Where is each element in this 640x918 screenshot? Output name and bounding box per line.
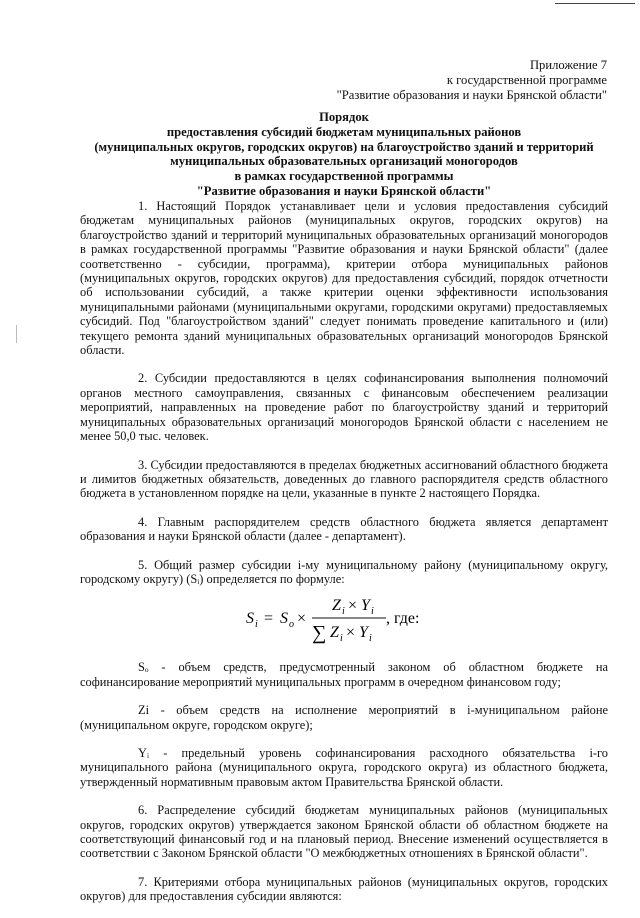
formula-svg [244,592,444,644]
formula-num-z-sub: i [342,606,345,618]
formula-den-y: Y [359,624,368,642]
paragraph-7: 7. Критериями отбора муниципальных районов (муниципальных округов, городских округов) для предоставления субсидии являются: [80,874,608,904]
title-line: предоставления субсидий бюджетам муниципальных районов [166,124,522,139]
formula-suffix: , где: [386,610,420,628]
title-line: в рамках государственной программы [234,169,454,184]
paragraph-zi: Zi - объем средств на исполнение мероприятий в i-муниципальном районе (муниципальном округе, городском округе); [80,703,608,732]
formula-lhs: S [246,610,254,628]
formula-den-z-sub: i [340,633,343,645]
paragraph-2: 2. Субсидии предоставляются в целях софинансирования выполнения полномочий органов местного самоуправления, связанных с финансовым обеспечением реализации мероприятий, направленных на проведение работ по благоустройству зданий и территорий муниципальных образовательных организаций моногородов Брянской области с населением не менее 50,0 тыс. человек. [80,371,608,444]
annex-program: "Развитие образования и науки Брянской области" [336,88,607,102]
paragraph-so: Sₒ - объем средств, предусмотренный законом об областном бюджете на софинансирование мероприятий муниципальных программ в очередном финансовом году; [80,660,608,689]
formula-times: × [297,610,307,628]
scan-edge-line [555,3,635,4]
formula-den-times: × [346,624,356,642]
formula-num-y: Y [361,597,370,615]
formula-s0: S [280,610,288,628]
paragraph-4: 4. Главным распорядителем средств областного бюджета является департамент образования и науки Брянской области (далее - департамент). [80,514,608,544]
subsidy-formula [80,592,608,644]
paragraph-5: 5. Общий размер субсидии i-му муниципальному району (муниципальному округу, городскому округу) (Sᵢ) определяется по формуле: [80,557,608,586]
document-title [80,110,608,199]
title-line: (муниципальных округов, городских округов) на благоустройство зданий и территорий [94,139,594,154]
title-line: муниципальных образовательных организаций моногородов [170,154,518,169]
scan-margin-mark [16,325,17,343]
annex-number: Приложение 7 [529,58,607,72]
paragraph-6: 6. Распределение субсидий бюджетам муниципальных районов (муниципальных округов, городских округов) утверждается законом Брянской области об областном бюджете на соответствующий финансовый год и на плановый период. Внесение изменений осуществляется в соответствии с Законом Брянской области "О межбюджетных отношениях в Брянской области". [80,803,608,861]
annex-ref: к государственной программе [446,73,607,87]
paragraph-3: 3. Субсидии предоставляются в пределах бюджетных ассигнований областного бюджета и лимитов бюджетных обязательств, доведенных до главного распорядителя средств областного бюджета в установленном порядке на цели, указанные в пункте 2 настоящего Порядка. [80,457,608,501]
formula-den-y-sub: i [369,633,372,645]
formula-s0-sub: o [289,619,294,631]
formula-num-y-sub: i [371,606,374,618]
formula-num-z: Z [332,597,341,615]
formula-sigma: ∑ [312,622,327,645]
paragraph-1: 1. Настоящий Порядок устанавливает цели и условия предоставления субсидий бюджетам муниципальных районов (муниципальных округов, городских округов) на благоустройство зданий и территорий муниципальных образовательных организаций моногородов в рамках государственной программы "Развитие образования и науки Брянской области" (далее соответственно - субсидии, программа), критерии отбора муниципальных районов (муниципальных округов, городских округов) для предоставления субсидий, порядок отчетности об использовании субсидий, а также критерии оценки эффективности использования муниципальными районами (муниципальными округами, городскими округами) предоставляемых субсидий. Под "благоустройством зданий" следует понимать проведение капитального и (или) текущего ремонта зданий муниципальных образовательных организаций моногородов Брянской области. [80,199,608,358]
document-body [80,199,608,918]
annex-header [337,58,607,103]
formula-lhs-sub: i [255,619,258,631]
formula-den-z: Z [330,624,339,642]
formula-num-times: × [348,597,358,615]
paragraph-yi: Yᵢ - предельный уровень софинансирования расходного обязательства i-го муниципального района (муниципального округа, городского округа) из областного бюджета, утвержденный нормативным правовым актом Правительства Брянской области. [80,745,608,789]
title-line: Порядок [319,110,369,124]
formula-eq: = [264,610,274,628]
title-line: "Развитие образования и науки Брянской области" [196,183,492,198]
